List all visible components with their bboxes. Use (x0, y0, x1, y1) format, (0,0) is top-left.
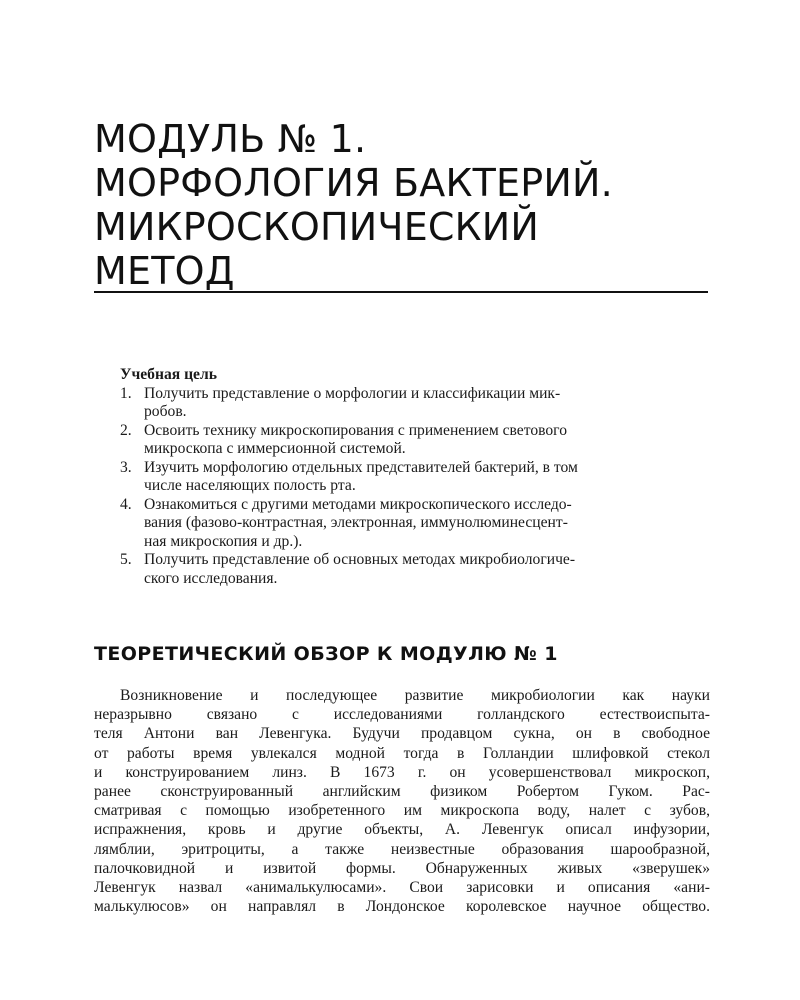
paragraph-line: и конструированием линз. В 1673 г. он усовершенствовал микроскоп, (94, 763, 710, 781)
paragraph-line: Левенгук назвал «анималькулюсами». Свои зарисовки и описания «ани- (94, 879, 710, 897)
paragraph-line: теля Антони ван Левенгука. Будучи продавцом сукна, он в свободное (94, 725, 710, 743)
objectives-list (120, 385, 710, 589)
chapter-title (94, 117, 714, 293)
objective-text-cont: ского исследования. (144, 569, 278, 587)
objective-text: Получить представление о морфологии и классификации мик- (144, 384, 561, 402)
objective-item (120, 551, 710, 588)
objective-text: Получить представление об основных методах микробиологиче- (144, 551, 576, 568)
paragraph-line: неразрывно связано с исследованиями голландского естествоиспыта- (94, 706, 710, 724)
objective-text-cont: робов. (144, 403, 187, 420)
objective-number: 4. (120, 495, 132, 513)
chapter-title-line: МОДУЛЬ № 1. (94, 117, 367, 161)
objective-text: Изучить морфологию отдельных представителей бактерий, в том (144, 458, 578, 476)
objective-number: 2. (120, 421, 132, 439)
objective-item (120, 496, 710, 552)
objective-number: 3. (120, 458, 132, 476)
chapter-title-line: МИКРОСКОПИЧЕСКИЙ (94, 205, 540, 249)
paragraph-line: Возникновение и последующее развитие микробиологии как науки (120, 687, 710, 704)
section-heading: ТЕОРЕТИЧЕСКИЙ ОБЗОР К МОДУЛЮ № 1 (94, 643, 558, 665)
objective-text-cont: числе населяющих полость рта. (144, 477, 356, 494)
objective-text: Освоить технику микроскопирования с применением светового (144, 421, 567, 439)
paragraph-line: малькулюсов» он направлял в Лондонское королевское научное общество. (94, 898, 710, 916)
title-divider (94, 291, 708, 293)
paragraph-line: испражнения, кровь и другие объекты, А. Левенгук описал инфузории, (94, 821, 710, 839)
paragraph-line: ранее сконструированный английским физиком Робертом Гуком. Рас- (94, 783, 710, 801)
chapter-title-line: МЕТОД (94, 249, 235, 293)
objective-number: 5. (120, 551, 132, 568)
paragraph-line: лямблии, эритроциты, а также неизвестные образования шарообразной, (94, 840, 710, 858)
paragraph-line: сматривая с помощью изобретенного им микроскопа воду, налет с зубов, (94, 802, 710, 820)
objective-text-cont: ная микроскопия и др.). (144, 532, 303, 550)
objective-number: 1. (120, 384, 132, 402)
objective-text: Ознакомиться с другими методами микроскопического исследо- (144, 495, 572, 513)
objective-item (120, 422, 710, 459)
objective-text-cont: микроскопа с иммерсионной системой. (144, 440, 406, 457)
objective-item (120, 459, 710, 496)
body-paragraph (94, 686, 710, 916)
objective-item (120, 385, 710, 422)
objective-text-cont: вания (фазово-контрастная, электронная, иммунолюминесцент- (144, 514, 568, 531)
chapter-title-line: МОРФОЛОГИЯ БАКТЕРИЙ. (94, 161, 613, 205)
learning-objectives (120, 366, 710, 588)
paragraph-line: палочковидной и извитой формы. Обнаруженных живых «зверушек» (94, 859, 710, 877)
objectives-heading: Учебная цель (120, 366, 217, 383)
paragraph-line: от работы время увлекался модной тогда в Голландии шлифовкой стекол (94, 744, 710, 762)
